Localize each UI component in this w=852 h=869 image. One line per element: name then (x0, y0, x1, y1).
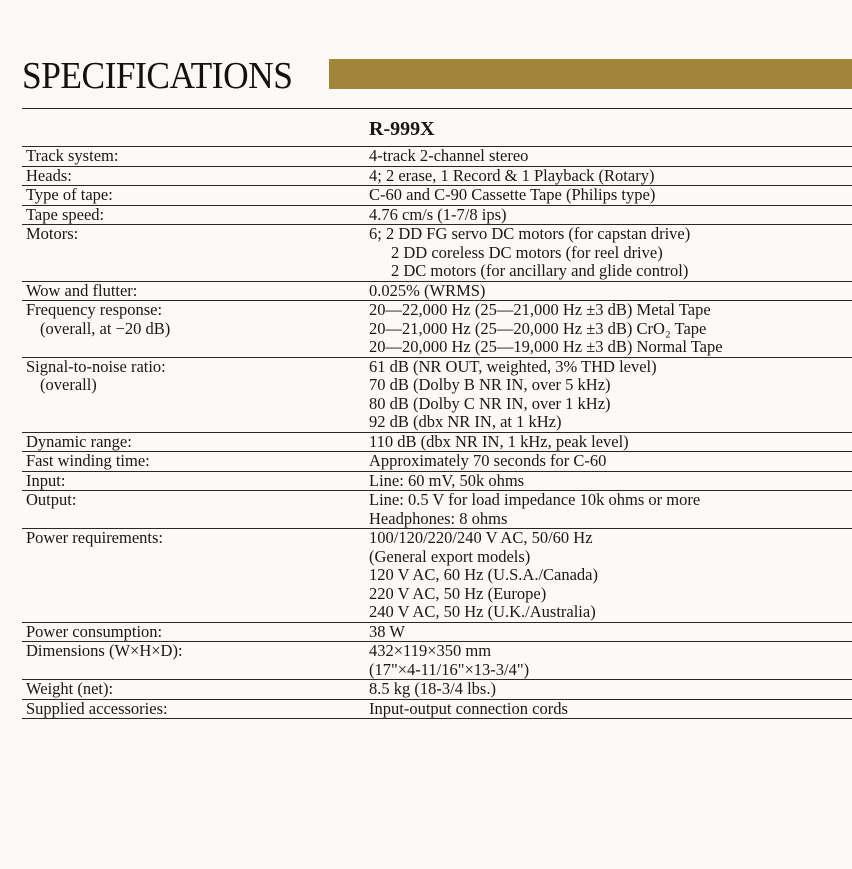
spec-value (368, 358, 852, 432)
spec-row (22, 358, 852, 433)
spec-row (22, 282, 852, 302)
spec-label-line: Frequency response: (26, 300, 163, 319)
spec-label (22, 358, 368, 432)
spec-value (368, 642, 852, 679)
spec-value-line: 6; 2 DD FG servo DC motors (for capstan drive) (369, 224, 691, 243)
spec-value-line: 0.025% (WRMS) (369, 280, 486, 300)
spec-label-line: Weight (net): (26, 679, 114, 698)
spec-value (368, 433, 852, 452)
spec-label (22, 623, 368, 642)
spec-value-line: 38 W (369, 621, 405, 641)
spec-value (368, 225, 852, 281)
spec-label-line: Dynamic range: (26, 431, 132, 451)
spec-label-line: Wow and flutter: (26, 280, 138, 300)
spec-value (368, 529, 852, 622)
spec-value-line: 92 dB (dbx NR IN, at 1 kHz) (369, 412, 562, 431)
spec-value-line: 432×119×350 mm (369, 641, 492, 660)
spec-row (22, 167, 852, 187)
model-name: R-999X (369, 118, 435, 140)
spec-label (22, 472, 368, 491)
spec-value (368, 206, 852, 225)
spec-value-line: Headphones: 8 ohms (369, 508, 508, 528)
spec-row (22, 147, 852, 167)
spec-label (22, 642, 368, 679)
spec-label-line: Power requirements: (26, 528, 164, 547)
spec-label (22, 301, 368, 357)
spec-table (22, 146, 852, 719)
spec-value-line: 61 dB (NR OUT, weighted, 3% THD level) (369, 356, 657, 376)
title-accent-bar (329, 59, 852, 89)
spec-value-line: 20—20,000 Hz (25—19,000 Hz ±3 dB) Normal Tape (369, 337, 723, 356)
spec-label (22, 452, 368, 471)
spec-value-line: 110 dB (dbx NR IN, 1 kHz, peak level) (369, 431, 629, 451)
spec-label-line: Fast winding time: (26, 451, 150, 470)
spec-row (22, 225, 852, 282)
spec-label-line: Input: (26, 470, 66, 490)
spec-label (22, 282, 368, 301)
spec-label-line: Output: (26, 490, 77, 509)
spec-row (22, 301, 852, 358)
spec-value-line: Input-output connection cords (369, 698, 568, 718)
spec-value (368, 452, 852, 471)
spec-value-line: 4.76 cm/s (1-7/8 ips) (369, 204, 507, 224)
spec-label (22, 186, 368, 205)
spec-label-line: Signal-to-noise ratio: (26, 356, 166, 376)
spec-label-line: Dimensions (W×H×D): (26, 641, 183, 660)
divider (22, 108, 852, 109)
spec-value-line: 4; 2 erase, 1 Record & 1 Playback (Rotary) (369, 165, 655, 185)
spec-row (22, 529, 852, 623)
spec-value-line: 220 V AC, 50 Hz (Europe) (369, 583, 547, 603)
spec-value-line: (General export models) (369, 546, 531, 566)
spec-row (22, 206, 852, 226)
spec-row (22, 700, 852, 720)
spec-row (22, 642, 852, 680)
spec-value-line: 240 V AC, 50 Hz (U.K./Australia) (369, 602, 596, 621)
spec-value (368, 147, 852, 166)
spec-value-line: Line: 0.5 V for load impedance 10k ohms or more (369, 490, 701, 509)
spec-row (22, 186, 852, 206)
spec-value (368, 282, 852, 301)
spec-value (368, 472, 852, 491)
spec-value-line: (17"×4-11/16"×13-3/4") (369, 659, 530, 679)
spec-label (22, 433, 368, 452)
spec-value (368, 167, 852, 186)
spec-value (368, 186, 852, 205)
spec-label-line: (overall, at −20 dB) (40, 318, 171, 338)
spec-value-line: 20—22,000 Hz (25—21,000 Hz ±3 dB) Metal Tape (369, 300, 711, 319)
spec-label-line: Power consumption: (26, 621, 163, 641)
spec-value-line: 2 DC motors (for ancillary and glide control) (391, 261, 689, 280)
spec-value-line: C-60 and C-90 Cassette Tape (Philips type) (369, 185, 656, 204)
spec-value-line: 20—21,000 Hz (25—20,000 Hz ±3 dB) CrO₂ Tape (369, 318, 707, 338)
spec-value-line: 80 dB (Dolby C NR IN, over 1 kHz) (369, 393, 611, 413)
page-title: SPECIFICATIONS (22, 55, 293, 97)
spec-label-line: (overall) (40, 375, 97, 394)
spec-value (368, 700, 852, 719)
spec-value (368, 623, 852, 642)
spec-label (22, 167, 368, 186)
spec-value-line: 120 V AC, 60 Hz (U.S.A./Canada) (369, 565, 599, 584)
spec-row (22, 472, 852, 492)
spec-value (368, 301, 852, 357)
spec-row (22, 491, 852, 529)
spec-value-line: 100/120/220/240 V AC, 50/60 Hz (369, 528, 593, 547)
spec-row (22, 680, 852, 700)
spec-row (22, 623, 852, 643)
spec-label-line: Track system: (26, 146, 119, 165)
spec-row (22, 452, 852, 472)
spec-label-line: Tape speed: (26, 204, 105, 224)
spec-label (22, 700, 368, 719)
spec-value (368, 680, 852, 699)
spec-value-line: Line: 60 mV, 50k ohms (369, 470, 525, 490)
spec-label-line: Heads: (26, 165, 72, 185)
spec-value-line: 2 DD coreless DC motors (for reel drive) (391, 242, 663, 262)
spec-value-line: Approximately 70 seconds for C-60 (369, 451, 607, 470)
spec-value (368, 491, 852, 528)
spec-label-line: Supplied accessories: (26, 698, 168, 718)
spec-label (22, 225, 368, 281)
spec-label-line: Motors: (26, 224, 79, 243)
spec-row (22, 433, 852, 453)
spec-label (22, 529, 368, 622)
spec-value-line: 4-track 2-channel stereo (369, 146, 529, 165)
page-header (22, 55, 852, 97)
spec-label (22, 206, 368, 225)
spec-label (22, 680, 368, 699)
spec-label-line: Type of tape: (26, 185, 113, 204)
spec-value-line: 70 dB (Dolby B NR IN, over 5 kHz) (369, 375, 611, 394)
spec-value-line: 8.5 kg (18-3/4 lbs.) (369, 679, 496, 698)
spec-label (22, 147, 368, 166)
spec-label (22, 491, 368, 528)
